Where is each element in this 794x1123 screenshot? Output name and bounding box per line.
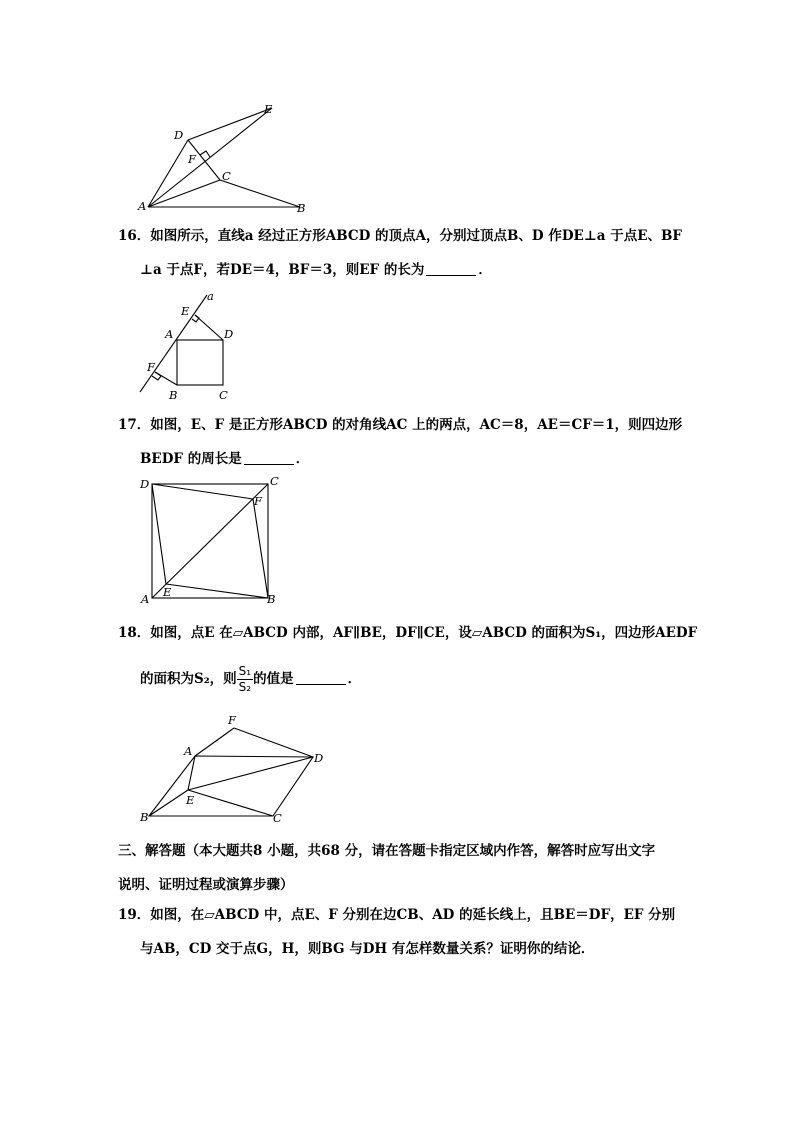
section-3-line1: 三、解答题（本大题共8 小题，共68 分，请在答题卡指定区域内作答，解答时应写出文字	[118, 843, 656, 859]
label-C: C	[222, 169, 231, 183]
label-E: E	[264, 102, 273, 116]
label-B: B	[140, 810, 149, 824]
q17-number: 17．	[118, 417, 151, 433]
label-F: F	[147, 360, 155, 374]
fraction-s1-s2: $\frac{\text{S₁}}{\text{S₂}}$	[238, 664, 252, 694]
label-C: C	[219, 388, 228, 402]
q18-number: 18．	[118, 625, 151, 641]
figure-q17	[138, 472, 288, 607]
label-C: C	[270, 474, 279, 488]
label-B: B	[267, 592, 276, 606]
label-F: F	[228, 713, 236, 727]
q18-answer-blank	[296, 670, 346, 685]
question-18	[118, 616, 697, 696]
label-D: D	[174, 128, 184, 142]
label-C: C	[273, 811, 282, 825]
q19-line2: 与AB，CD 交于点G，H，则BG 与DH 有怎样数量关系？证明你的结论．	[140, 941, 595, 957]
q16-line1: 16．如图所示，直线a 经过正方形ABCD 的顶点A，分别过顶点B、D 作DE⊥a 于点E、BF	[118, 228, 683, 244]
label-A: A	[184, 744, 193, 758]
label-D: D	[140, 477, 150, 491]
figure-q18	[135, 712, 335, 827]
q16-answer-blank	[426, 261, 476, 276]
q17-line1: 17．如图，E、F 是正方形ABCD 的对角线AC 上的两点，AC＝8，AE＝CF＝1，则四边形	[118, 417, 683, 433]
label-E: E	[163, 585, 172, 599]
q17-answer-blank	[244, 450, 294, 465]
label-F: F	[188, 152, 196, 166]
question-19	[118, 898, 675, 966]
question-17	[118, 408, 682, 476]
label-B: B	[169, 388, 178, 402]
q17-line2: BEDF 的周长是 ．	[140, 451, 310, 467]
label-D: D	[224, 327, 234, 341]
label-F: F	[254, 494, 262, 508]
label-a: a	[207, 289, 214, 303]
q19-line1: 19．如图，在▱ABCD 中，点E、F 分别在边CB、AD 的延长线上，且BE＝DF，EF 分别	[118, 907, 676, 923]
figure-q16	[135, 288, 245, 403]
figure-q15	[130, 98, 330, 216]
label-A: A	[141, 592, 150, 606]
q16-line2: ⊥a 于点F，若DE＝4，BF＝3，则EF 的长为 ．	[140, 262, 492, 278]
label-A: A	[165, 327, 174, 341]
label-E: E	[181, 304, 190, 318]
section-3-header	[118, 834, 655, 902]
q18-line2: 的面积为S₂，则 $\frac{\text{S₁}}{\text{S₂}}$ 的值是 ．	[140, 664, 362, 694]
q16-number: 16．	[118, 228, 151, 244]
label-E: E	[186, 793, 195, 807]
question-16	[118, 219, 682, 287]
section-3-line2: 说明、证明过程或演算步骤）	[118, 877, 294, 893]
q19-number: 19．	[118, 907, 151, 923]
label-D: D	[314, 751, 324, 765]
q18-line1: 18．如图，点E 在▱ABCD 内部，AF∥BE，DF∥CE，设▱ABCD 的面积为S₁，四边形AEDF	[118, 625, 698, 641]
label-B: B	[297, 201, 306, 215]
label-A: A	[138, 199, 147, 213]
